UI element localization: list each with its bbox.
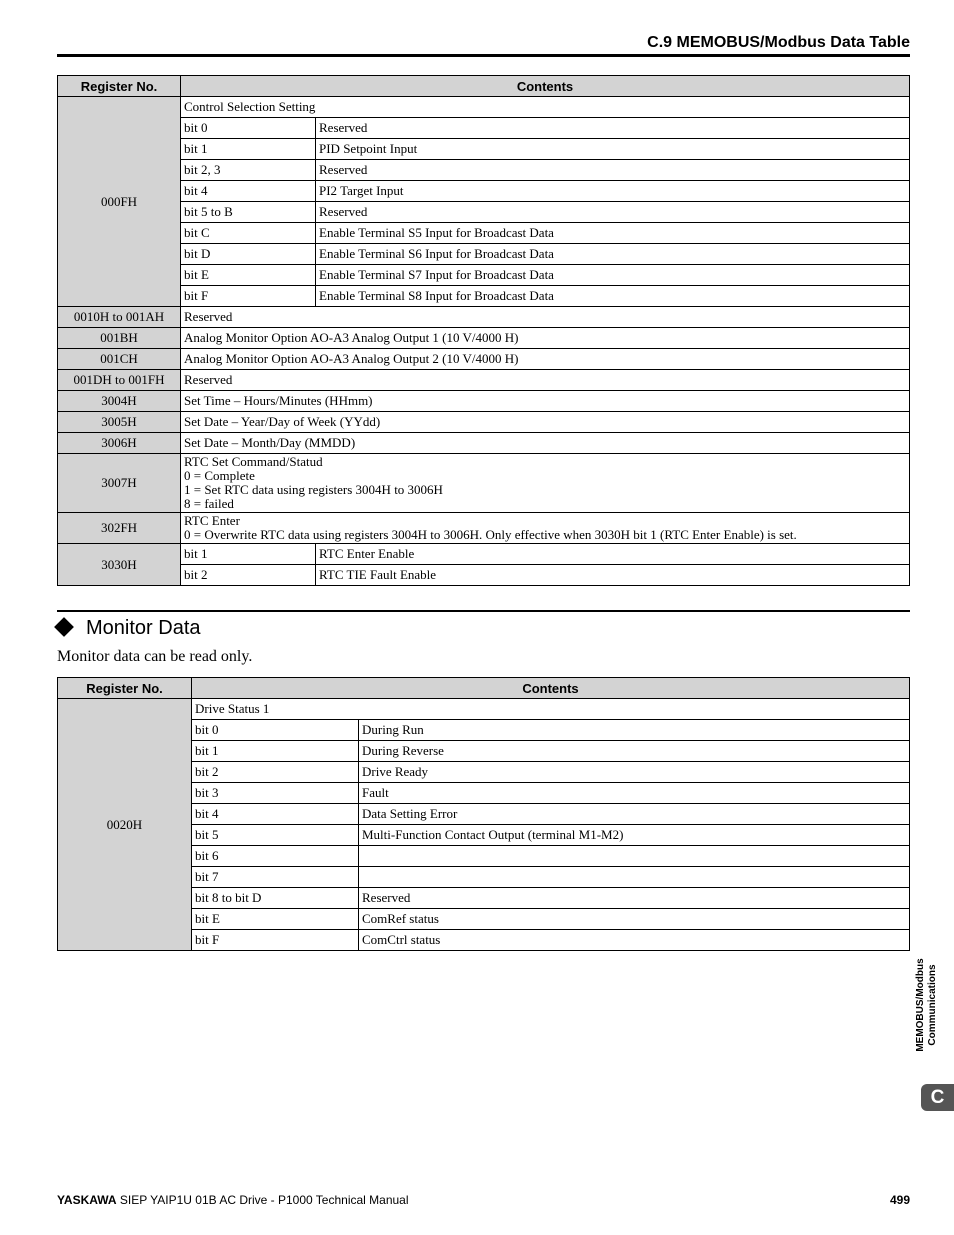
contents-cell: Analog Monitor Option AO-A3 Analog Output 1 (10 V/4000 H) [181,328,910,349]
bit-cell: bit 8 to bit D [192,888,359,909]
bit-cell: bit D [181,244,316,265]
bit-desc-cell: Fault [359,783,910,804]
bit-cell: bit F [181,286,316,307]
bit-cell: bit 0 [192,720,359,741]
register-cell: 001CH [58,349,181,370]
bit-desc-cell: RTC Enter Enable [316,544,910,565]
bit-desc-cell [359,846,910,867]
bit-cell: bit 1 [192,741,359,762]
bit-cell: bit 1 [181,544,316,565]
bit-desc-cell: Enable Terminal S7 Input for Broadcast Data [316,265,910,286]
column-header-contents: Contents [192,678,910,699]
bit-desc-cell: Data Setting Error [359,804,910,825]
table-row [58,202,910,223]
register-cell: 001BH [58,328,181,349]
bit-cell: bit 0 [181,118,316,139]
table-row [58,433,910,454]
register-cell: 3006H [58,433,181,454]
table-row [58,391,910,412]
column-header-contents: Contents [181,76,910,97]
table-row [58,97,910,118]
register-cell: 302FH [58,513,181,544]
contents-cell: Reserved [181,307,910,328]
bit-desc-cell: Drive Ready [359,762,910,783]
bit-desc-cell: Multi-Function Contact Output (terminal M1-M2) [359,825,910,846]
footer-manual-title: SIEP YAIP1U 01B AC Drive - P1000 Technical Manual [119,1193,409,1207]
bit-cell: bit E [181,265,316,286]
register-cell: 0020H [58,699,192,951]
column-header-register: Register No. [58,76,181,97]
bit-cell: bit C [181,223,316,244]
table-row [58,160,910,181]
register-cell: 3030H [58,544,181,586]
table-row [58,699,910,720]
contents-cell [181,454,910,513]
register-cell: 3004H [58,391,181,412]
table-row [58,139,910,160]
diamond-bullet-icon [54,617,74,637]
table-row [58,223,910,244]
bit-desc-cell: Enable Terminal S6 Input for Broadcast Data [316,244,910,265]
bit-cell: bit 5 to B [181,202,316,223]
section-title: Monitor Data [86,617,201,639]
table-row [58,412,910,433]
contents-line: RTC Enter [184,513,240,528]
table-row [58,328,910,349]
bit-cell: bit 4 [181,181,316,202]
table-row [58,544,910,565]
column-header-register: Register No. [58,678,192,699]
side-tab-line: MEMOBUS/Modbus [915,958,926,1052]
section-rule [57,610,910,612]
bit-cell: bit 4 [192,804,359,825]
side-tab-label [915,945,939,1065]
bit-cell: bit 5 [192,825,359,846]
section-note: Monitor data can be read only. [57,648,253,665]
page-header-title: C.9 MEMOBUS/Modbus Data Table [647,34,910,51]
bit-desc-cell: During Run [359,720,910,741]
table-row [58,565,910,586]
contents-line: 8 = failed [184,496,234,511]
register-table-monitor [57,677,910,951]
page-number: 499 [889,1193,910,1207]
contents-cell: Reserved [181,370,910,391]
register-cell: 3007H [58,454,181,513]
table-row [58,349,910,370]
bit-cell: bit E [192,909,359,930]
register-cell: 3005H [58,412,181,433]
side-tab-line: Communications [927,964,938,1046]
contents-cell: Drive Status 1 [192,699,910,720]
contents-line: RTC Set Command/Statud [184,454,323,469]
contents-line: 1 = Set RTC data using registers 3004H to 3006H [184,482,443,497]
bit-desc-cell: PI2 Target Input [316,181,910,202]
contents-line: 0 = Complete [184,468,255,483]
bit-cell: bit 6 [192,846,359,867]
footer-manual [57,1193,409,1207]
header-rule [57,54,910,57]
bit-cell: bit 1 [181,139,316,160]
bit-cell: bit 2, 3 [181,160,316,181]
bit-cell: bit 2 [181,565,316,586]
bit-cell: bit 7 [192,867,359,888]
table-row [58,181,910,202]
table-row [58,286,910,307]
bit-cell: bit 2 [192,762,359,783]
bit-desc-cell: PID Setpoint Input [316,139,910,160]
contents-cell: Set Date – Year/Day of Week (YYdd) [181,412,910,433]
bit-desc-cell: Reserved [316,118,910,139]
bit-cell: bit F [192,930,359,951]
table-row [58,307,910,328]
table-header-row [58,76,910,97]
register-table-control [57,75,910,586]
bit-desc-cell: ComCtrl status [359,930,910,951]
register-cell: 001DH to 001FH [58,370,181,391]
bit-desc-cell: Reserved [316,160,910,181]
table-row [58,513,910,544]
bit-cell: bit 3 [192,783,359,804]
table-row [58,244,910,265]
contents-cell [181,513,910,544]
contents-cell: Analog Monitor Option AO-A3 Analog Output 2 (10 V/4000 H) [181,349,910,370]
table-row [58,118,910,139]
bit-desc-cell: Enable Terminal S8 Input for Broadcast Data [316,286,910,307]
contents-cell: Control Selection Setting [181,97,910,118]
table-row [58,370,910,391]
contents-cell: Set Date – Month/Day (MMDD) [181,433,910,454]
bit-desc-cell: During Reverse [359,741,910,762]
bit-desc-cell: Reserved [359,888,910,909]
contents-cell: Set Time – Hours/Minutes (HHmm) [181,391,910,412]
table-row [58,265,910,286]
bit-desc-cell: ComRef status [359,909,910,930]
register-cell: 000FH [58,97,181,307]
bit-desc-cell: RTC TIE Fault Enable [316,565,910,586]
bit-desc-cell: Reserved [316,202,910,223]
bit-desc-cell: Enable Terminal S5 Input for Broadcast Data [316,223,910,244]
bit-desc-cell [359,867,910,888]
contents-line: 0 = Overwrite RTC data using registers 3004H to 3006H. Only effective when 3030H bit 1 (RTC Enter Enable) is set. [184,527,797,542]
table-row [58,454,910,513]
register-cell: 0010H to 001AH [58,307,181,328]
appendix-tab-c[interactable]: C [921,1084,954,1111]
footer-brand: YASKAWA [57,1193,117,1207]
table-header-row [58,678,910,699]
